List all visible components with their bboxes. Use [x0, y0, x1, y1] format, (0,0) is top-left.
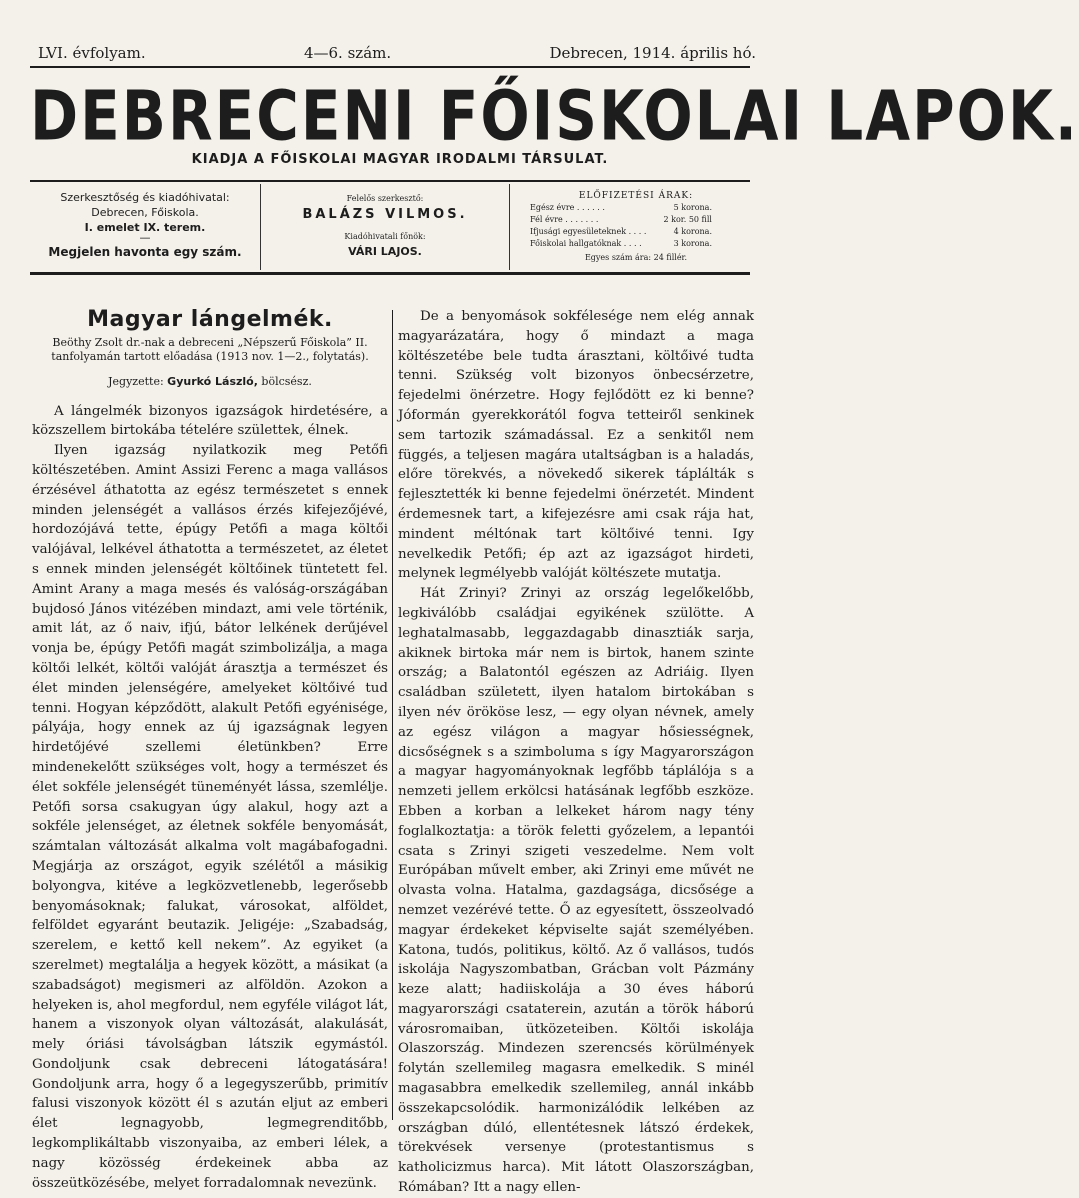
info-bar: [30, 184, 748, 270]
volume-number: LVI. évfolyam.: [38, 44, 146, 62]
office-head-label: Kiadóhivatali főnök:: [344, 232, 426, 241]
office-label: Szerkesztőség és kiadóhivatal:: [60, 191, 230, 204]
article-column-right: [398, 307, 754, 1198]
top-info-line: [38, 44, 756, 62]
newspaper-title: DEBRECENI FŐISKOLAI LAPOK.: [30, 76, 1079, 157]
editors-info: [260, 184, 510, 270]
column-divider: [392, 310, 393, 1120]
top-rule: [30, 66, 750, 68]
office-address: Debrecen, Főiskola.: [91, 206, 199, 219]
paragraph: A lángelmék bizonyos igazságok hirdetésére, a közszellem birtokába tételére születtek, élnek.: [32, 403, 388, 439]
separator-dash: —: [139, 231, 151, 244]
price-row: Főiskolai hallgatóknak . . . . 3 korona.: [530, 239, 712, 248]
editor-name: BALÁZS VILMOS.: [302, 207, 468, 222]
article-column-left: [32, 308, 388, 1193]
article-title: Magyar lángelmék.: [87, 307, 333, 332]
single-copy-price: Egyes szám ára: 24 fillér.: [584, 253, 688, 262]
office-info: [30, 184, 260, 270]
infobar-top-rule: [30, 180, 750, 182]
article-subtitle: Beöthy Zsolt dr.-nak a debreceni „Népszerű Főiskola” II. tanfolyamán tartott előadása (1913 nov. 1—2., folytatás).: [51, 335, 369, 363]
paragraph: Hát Zrinyi? Zrinyi az ország legelőkelőbb, legkiválóbb családjai egyikének szülötte. A leghatalmasabb, leggazdagabb dinasztiák sarja, akiknek birtoka már nem is birtok, hanem szinte ország; a Balatontól egészen az Adriáig. Ilyen családban született, ilyen hatalom birtokában s ilyen név örököse lesz, — egy olyan névnek, amely az egész világon a magyar hősiességnek, dicsőségnek s a szimboluma s így Magyarországon a magyar hagyományoknak legfőbb táplálója s a nemzeti jellem erkölcsi hatásának legfőbb eszköze. Ebben a korban a lelkeket három nagy tény foglalkoztatja: a török feletti győzelem, a lepantói csata s Zrinyi szigeti veszedelme. Nem volt Európában művelt ember, aki Zrinyi eme művét ne olvasta volna. Hatalma, gazdagsága, dicsősége a nemzet vezérévé tette. Ő az egyesített, összeolvadó magyar érdekeket képviselte saját személyében. Katona, tudós, politikus, költő. Az ő vallásos, tudós iskolája Nagyszombatban, Grácban volt Pázmány keze alatt; hadiiskolája a 30 éves háború magyarországi csataterein, azután a török háború városromaiban, ütközeteiben. Költői iskolája Olaszország. Mindezen szerencsés körülmények folytán szellemileg magasra emelkedik. S minél magasabbra emelkedik szellemileg, annál inkább összekapcsolódik. harmonizálódik lelkében az országban dúló, ellentétesnek látszó érdekek, törekvések versenye (protestantismus s katholicizmus harca). Mit látott Olaszországban, Rómában? Itt a nagy ellen-: [398, 586, 754, 1196]
article-byline: Jegyzette: Gyurkó László, bölcsész.: [108, 374, 312, 388]
issue-number: 4—6. szám.: [303, 44, 392, 62]
paragraph: De a benyomások sokfélesége nem elég annak magyarázatára, hogy ő mindazt a maga költészetébe bele tudta árasztani, költőivé tudta tenni. Szükség volt bizonyos önbecsérzetre, fejedelmi önérzetre. Hogy fejlődött ez ki benne? Jóformán gyerekkorától fogva tetteiről senkinek sem tartozik számadással. Ez a senkitől nem függés, a teljesen magára utaltságban is a haladás, előre törekvés, a növekedő sikerek táplálták s fejlesztették ki benne fejedelmi önérzetét. Mindent érdemesnek tart, a kifejezésre ami csak rája hat, mindent méltónak tart költőivé tenni. Igy nevelkedik Petőfi; ép azt az igazságot hirdeti, melynek legmélyebb valóját költészete mutatja.: [398, 309, 754, 582]
office-room: I. emelet IX. terem.: [84, 221, 206, 234]
price-row: Fél évre . . . . . . . 2 kor. 50 fill: [530, 215, 712, 224]
editor-label: Felelős szerkesztő:: [346, 194, 424, 203]
price-row: Ifjusági egyesületeknek . . . . 4 korona.: [530, 227, 712, 236]
prices-info: [510, 184, 748, 270]
frequency-note: Megjelen havonta egy szám.: [48, 245, 242, 259]
office-head-name: VÁRI LAJOS.: [348, 245, 422, 258]
issue-date: Debrecen, 1914. április hó.: [549, 44, 756, 62]
paragraph: Ilyen igazság nyilatkozik meg Petőfi költészetében. Amint Assizi Ferenc a maga vallásos érzésével áthatotta az egész természetet s ennek minden jelenségét a vallásos érzés kifejezőjévé, hordozójává tette, épúgy Petőfi a maga költői valójával, lelkével áthatotta a természetet, az életet s ennek minden jelenségét költőinek tüntetett fel. Amint Arany a maga mesés és valóság-országában bujdosó János vitézében mindazt, ami vele történik, amit lát, az ő naiv, ifjú, bátor lelkének derűjével vonja be, épúgy Petőfi magát szimbolizálja, a maga költői lelkét, költői valóját árasztja a természet és élet minden jelenségére, amelyeket költőivé tud tenni. Hogyan képződött, alakult Petőfi egyénisége, pályája, hogy ennek az új igazságnak legyen hirdetőjévé szellemi életünkben? Erre mindenekelőtt szükséges volt, hogy a természet és élet sokféle jelenségét tüneményét lássa, szemlélje. Petőfi sorsa csakugyan úgy alakul, hogy azt a sokféle jelenséget, az életnek sokféle benyomását, számtalan változását alkalma volt magábafogadni. Megjárja az országot, egyik szélétől a másikig bolyongva, kitéve a legközvetlenebb, legerősebb benyomásoknak; falukat, városokat, alföldet, felföldet egyaránt beutazik. Jeligéje: „Szabadság, szerelem, e kettő kell nekem”. Az egyiket (a szerelmet) megtalálja a hegyek között, a másikat (a szabadságot) megismeri az alföldön. Azokon a helyeken is, ahol megfordul, nem egyféle világot lát, hanem a viszonyok olyan változását, alakulását, mely óriási távolságban látszik egymástól. Gondoljunk csak debreceni látogatására! Gondoljunk arra, hogy ő a legegyszerűbb, primitív falusi viszonyok között él s azután eljut az emberi élet legnagyobb, legmegrenditőbb, legkomplikáltabb viszonyaiba, az emberi lélek, a nagy közösség érdekeinek abba az összeütközésébe, melyet forradalomnak nevezünk.: [32, 443, 388, 1191]
publisher-line: KIADJA A FŐISKOLAI MAGYAR IRODALMI TÁRSULAT.: [191, 152, 609, 167]
prices-title: ELŐFIZETÉSI ÁRAK:: [578, 191, 694, 201]
price-row: Egész évre . . . . . . 5 korona.: [530, 203, 712, 212]
infobar-bottom-rule: [30, 272, 750, 275]
